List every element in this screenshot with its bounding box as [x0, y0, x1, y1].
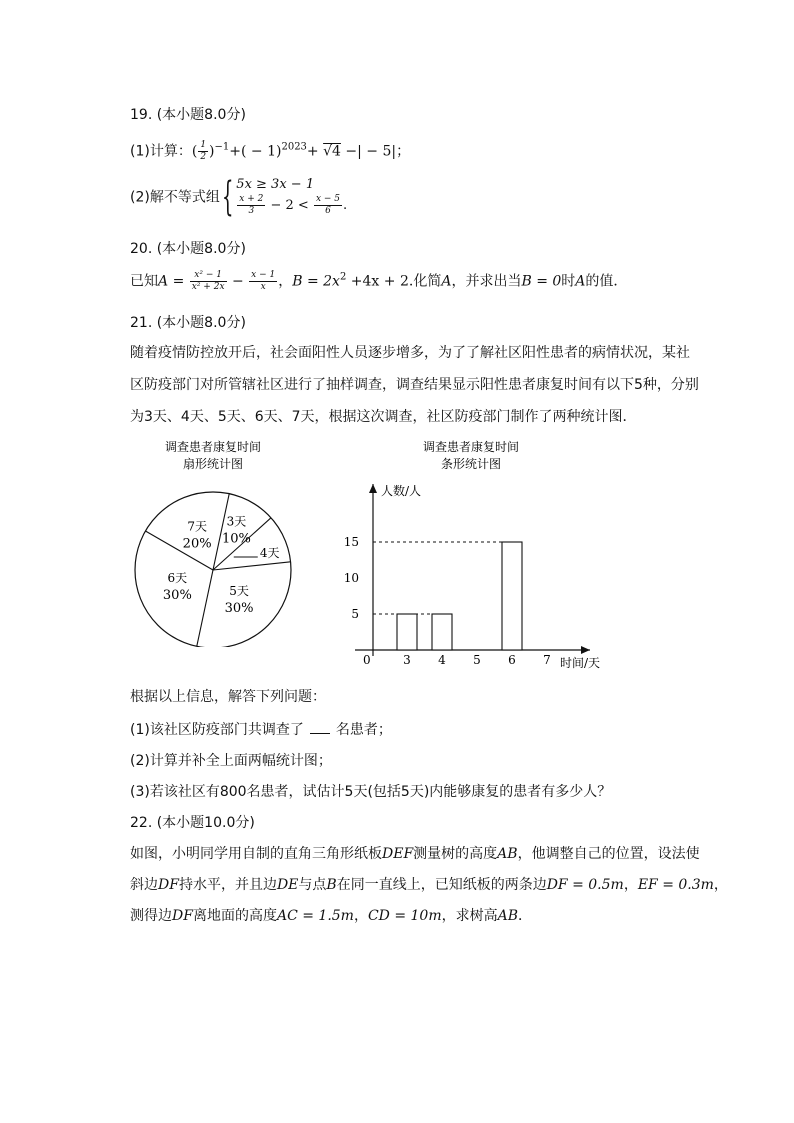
pie-slice-value: 30%	[224, 600, 254, 616]
x-tick-label: 6	[508, 653, 516, 667]
q19-p1-fraction: $\frac{1}{2}$	[200, 140, 207, 162]
y-axis-label: 人数/人	[381, 484, 422, 498]
y-tick-label: 15	[343, 535, 359, 549]
q22-line1: 如图，小明同学用自制的直角三角形纸板DEF测量树的高度AB，他调整自己的位置，设法使	[130, 846, 700, 862]
bar	[397, 614, 417, 650]
pie-subtitle: 扇形统计图	[182, 457, 244, 471]
x-tick-label: 5	[473, 653, 481, 667]
pie-slice-label: 3天	[226, 514, 247, 529]
q21-header: 21. (本小题8.0分)	[130, 315, 246, 331]
q22-line3: 测得边DF离地面的高度AC = 1.5m，CD = 10m，求树高AB．	[130, 908, 533, 924]
bar	[502, 542, 522, 650]
q21-para-line1: 随着疫情防控放开后，社会面阳性人员逐步增多，为了了解社区阳性患者的病情状况，某社	[130, 345, 690, 361]
inequality-system: 5x ≥ 3x − 1 $\frac{x + 2}{3}$ − 2 < $\frac{x - 5}{6}$ .	[236, 177, 348, 216]
q21-para-line2: 区防疫部门对所管辖社区进行了抽样调查，调查结果显示阳性患者康复时间有以下5种，分别	[130, 377, 699, 393]
y-axis-arrow-icon	[369, 484, 377, 493]
pie-slice-value: 30%	[162, 587, 192, 603]
q21-sub2: (2)计算并补全上面两幅统计图；	[130, 753, 332, 769]
pie-title: 调查患者康复时间	[164, 440, 262, 454]
pie-slice-label: 4天	[259, 545, 280, 560]
q21-intro: 根据以上信息，解答下列问题：	[130, 689, 326, 705]
x-axis-arrow-icon	[581, 646, 590, 654]
bar-chart	[335, 432, 620, 672]
x-tick-label: 4	[438, 653, 446, 667]
q20-body: 已知A = $\frac{\text{x² − 1}}{\text{x² + 2x}}$ − $\frac{x - 1}{x}$ ，$B = 2x^2 +4x + 2$.化简A，并求出当B = 0时A的值．	[130, 270, 628, 292]
pie-slice-label: 7天	[187, 519, 207, 534]
q22-header: 22. (本小题10.0分)	[130, 815, 255, 831]
q21-sub3: (3)若该社区有800名患者，试估计5天(包括5天)内能够康复的患者有多少人？	[130, 784, 612, 800]
y-tick-label: 10	[343, 571, 359, 585]
q21-sub1: (1)该社区防疫部门共调查了 名患者；	[130, 722, 392, 738]
bar-subtitle: 条形统计图	[440, 457, 502, 471]
x-tick-label: 3	[403, 653, 411, 667]
origin-label: 0	[363, 653, 371, 667]
q20-header: 20. (本小题8.0分)	[130, 241, 246, 257]
q19-header: 19. (本小题8.0分)	[130, 107, 246, 123]
pie-slice-value: 20%	[182, 536, 212, 552]
q19-p1-prefix: (1)计算：	[130, 143, 192, 160]
q21-para-line3: 为3天、4天、5天、6天、7天，根据这次调查，社区防疫部门制作了两种统计图．	[130, 409, 637, 425]
x-axis-label: 时间/天	[560, 656, 601, 670]
q19-p2-prefix: (2)解不等式组	[130, 189, 220, 206]
y-tick-label: 5	[351, 607, 359, 621]
x-tick-label: 7	[543, 653, 551, 667]
bar	[432, 614, 452, 650]
brace-icon: {	[221, 173, 234, 220]
bar-title: 调查患者康复时间	[422, 440, 520, 454]
q19-part2	[130, 173, 348, 220]
pie-chart	[125, 432, 300, 647]
pie-blank-value: ____	[245, 554, 248, 556]
q19-part1: (1)计算：( $\frac{1}{2}$ )$^{-1}+( - 1)^{2023}+ √4$ −| − 5|；	[130, 140, 411, 162]
pie-slice-label: 5天	[229, 583, 249, 598]
pie-slice-label: 6天	[167, 570, 188, 585]
pie-slice-value: 10%	[221, 531, 251, 547]
q22-line2: 斜边DF持水平，并且边DE与点B在同一直线上，已知纸板的两条边DF = 0.5m，EF = 0.3m，	[130, 877, 728, 893]
answer-blank[interactable]	[310, 721, 330, 734]
